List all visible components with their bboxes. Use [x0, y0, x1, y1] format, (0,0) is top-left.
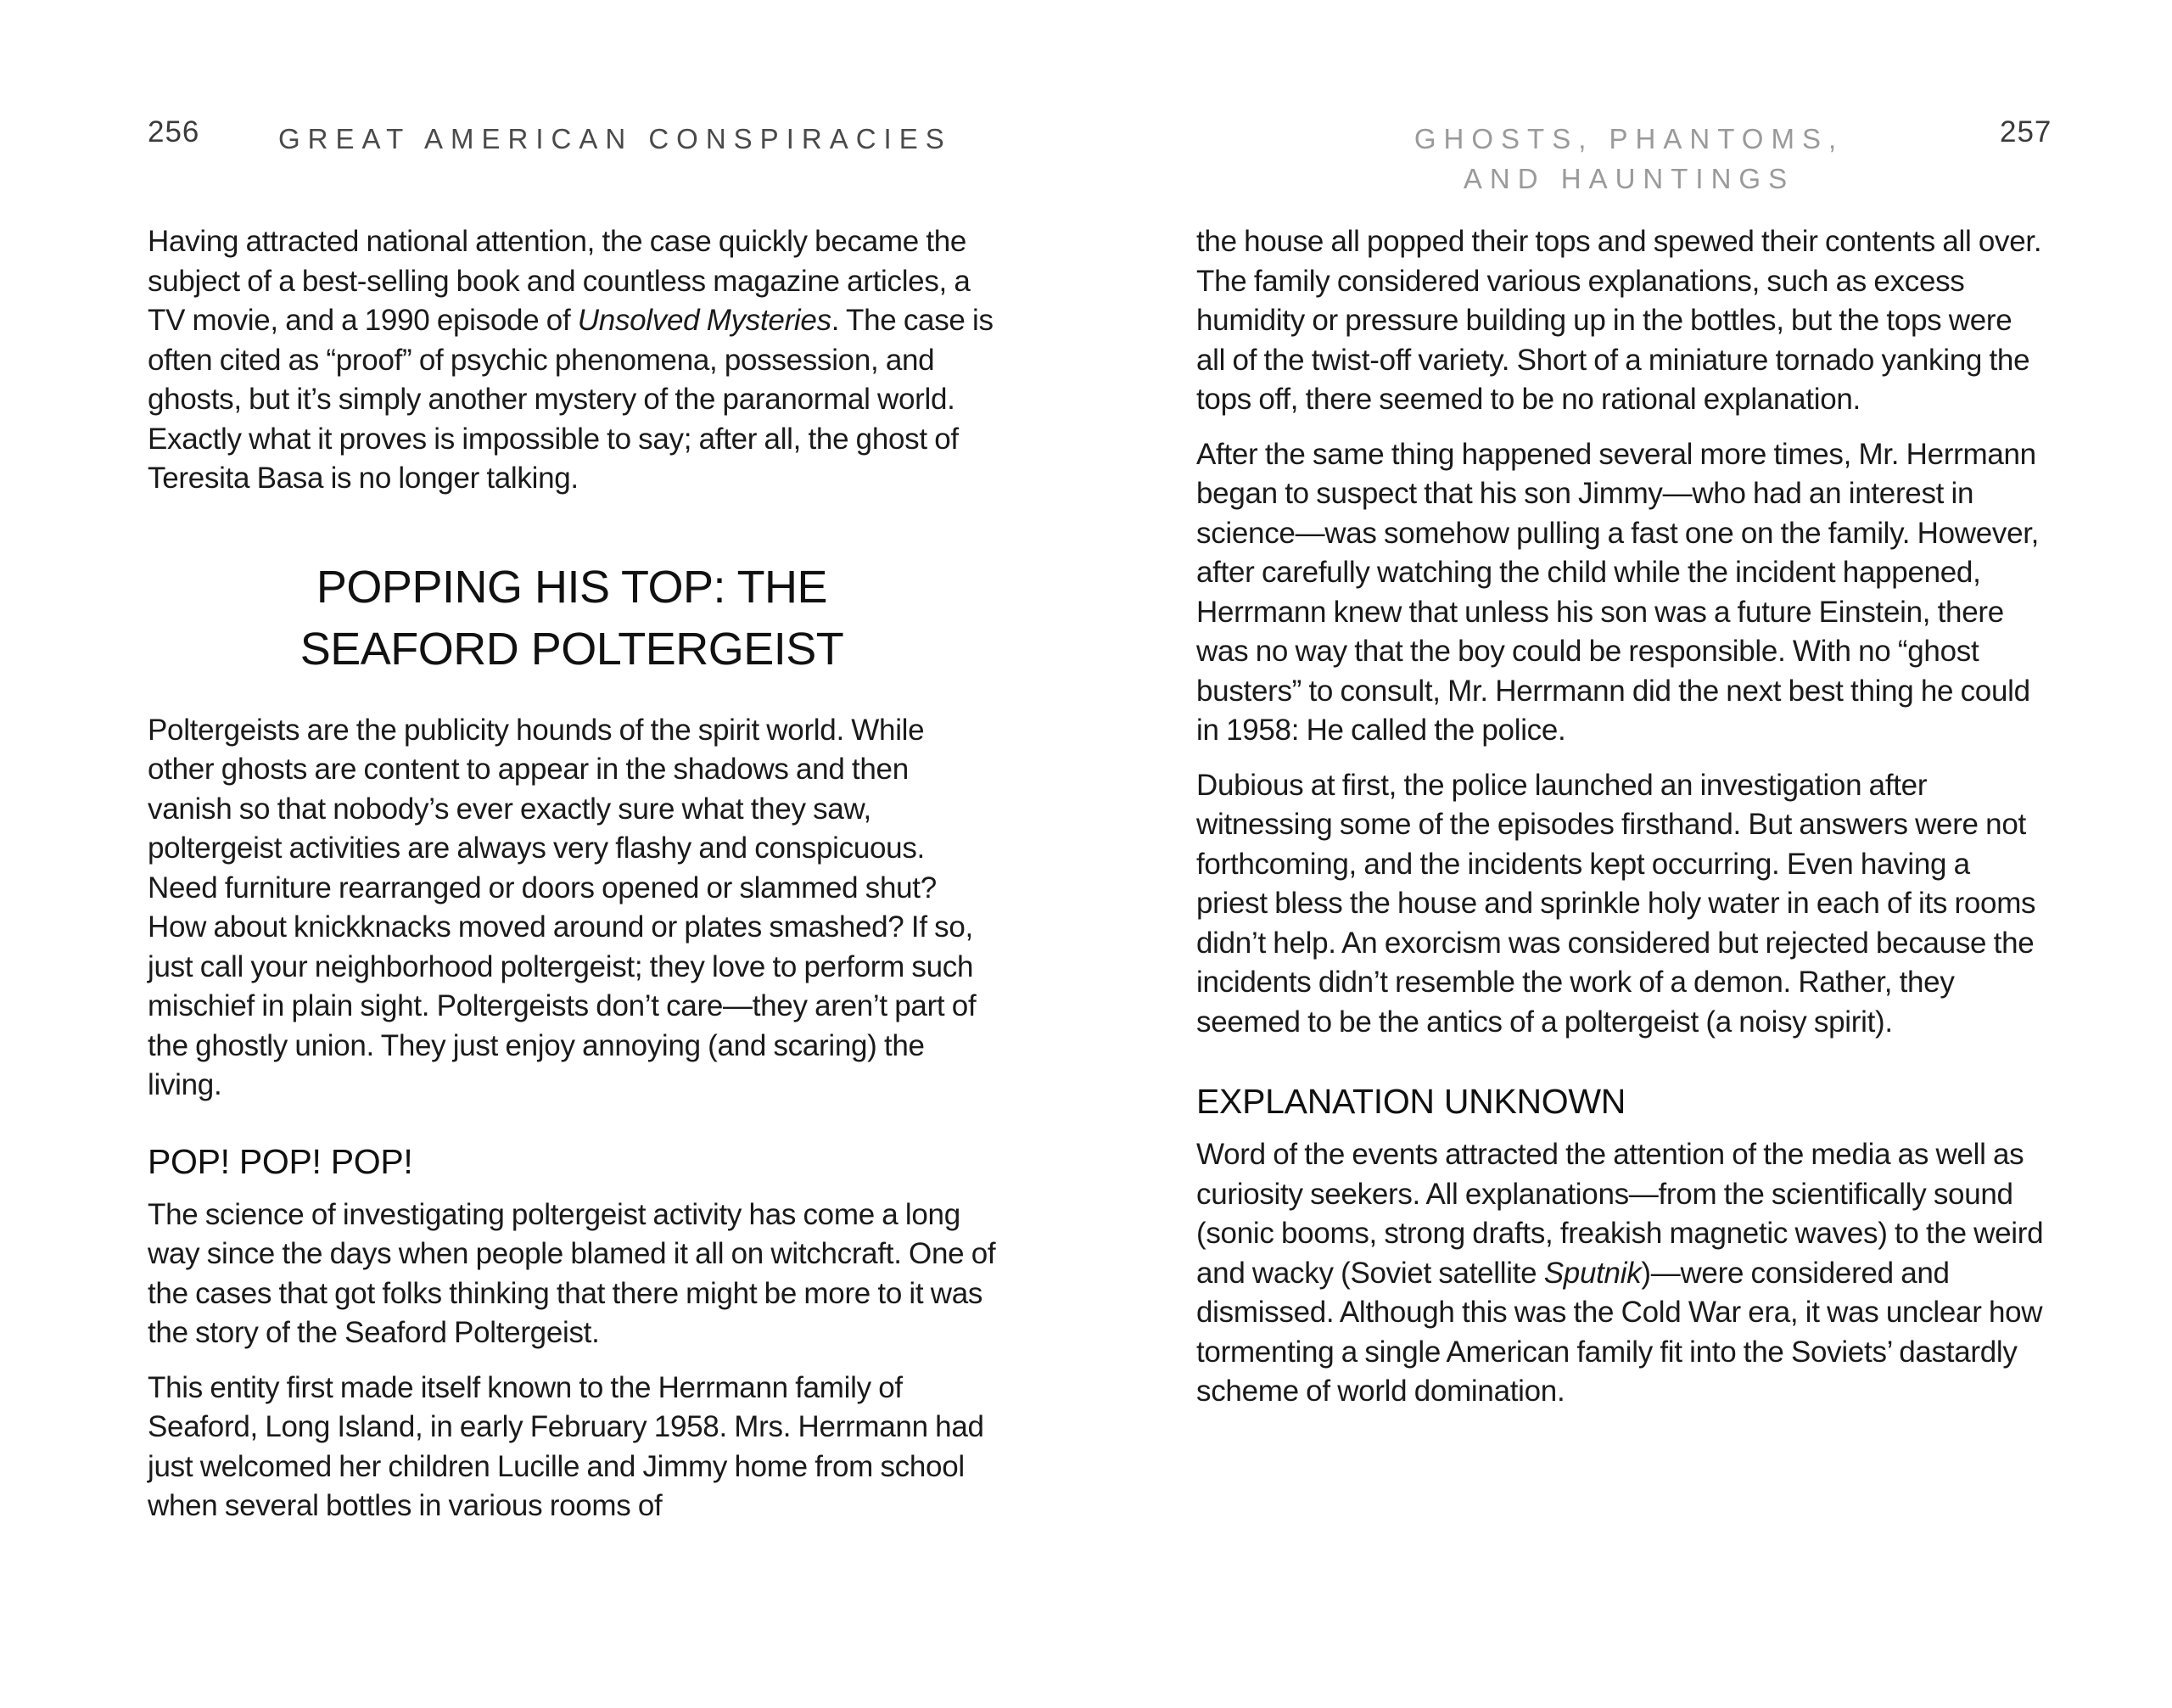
paragraph: the house all popped their tops and spewed their contents all over. The family considered various explanations, such as excess humidity or pressure building up in the bottles, but the tops were all of the twist-off variety. Short of a miniature tornado yanking the tops off, there seemed to be no rational explanation. [1196, 225, 2042, 416]
paragraph: Having attracted national attention, the case quickly became the subject of a best-selling book and countless magazine articles, a TV movie, and a 1990 episode of Unsolved Mysteries. The case is often cited as “proof” of psychic phenomena, possession, and ghosts, but it’s simply another mystery of the paranormal world. Exactly what it proves is impossible to say; after all, the ghost of Teresita Basa is no longer talking. [148, 225, 994, 495]
paragraph: Dubious at first, the police launched an investigation after witnessing some of the episodes firsthand. But answers were not forthcoming, and the incidents kept occurring. Even having a priest bless the house and sprinkle holy water in each of its rooms didn’t help. An exorcism was considered but rejected because the incidents didn’t resemble the work of a demon. Rather, they seemed to be the antics of a poltergeist (a noisy spirit). [1196, 768, 2036, 1039]
left-page-number: 256 [148, 115, 200, 148]
section-title: EXPLANATION UNKNOWN [1196, 1082, 1626, 1121]
left-running-head: GREAT AMERICAN CONSPIRACIES [278, 123, 952, 154]
right-running-head [1374, 119, 1884, 199]
paragraph: This entity first made itself known to the Herrmann family of Seaford, Long Island, in early February 1958. Mrs. Herrmann had just welcomed her children Lucille and Jimmy home from school when several bottles in various rooms of [148, 1370, 984, 1522]
right-running-head-line2: AND HAUNTINGS [1463, 163, 1795, 194]
section-title: POP! POP! POP! [148, 1141, 413, 1181]
chapter-title: POPPING HIS TOP: THE SEAFORD POLTERGEIST [299, 561, 844, 675]
left-column [148, 222, 996, 1542]
right-running-head-line1: GHOSTS, PHANTOMS, [1413, 123, 1845, 154]
paragraph: Poltergeists are the publicity hounds of the spirit world. While other ghosts are content to appear in the shadows and then vanish so that nobody’s ever exactly sure what they saw, poltergeist activities are always very flashy and conspicuous. Need furniture rearranged or doors opened or slammed shut? How about knickknacks moved around or plates smashed? If so, just call your neighborhood poltergeist; they love to perform such mischief in plain sight. Poltergeists don’t care—they aren’t part of the ghostly union. They just enjoy annoying (and scaring) the living. [148, 713, 977, 1101]
right-column [1196, 222, 2045, 1427]
italic-title: Sputnik [1543, 1256, 1642, 1290]
paragraph: Word of the events attracted the attention of the media as well as curiosity seekers. All explanations—from the scientifically sound (sonic booms, strong drafts, freakish magnetic waves) to the weird and wacky (Soviet satellite Sputnik)—were considered and dismissed. Although this was the Cold War era, it was unclear how tormenting a single American family fit into the Soviets’ dastardly scheme of world domination. [1196, 1138, 2044, 1408]
right-page-number: 257 [2000, 115, 2052, 148]
italic-title: Unsolved Mysteries [577, 304, 831, 337]
paragraph: After the same thing happened several more times, Mr. Herrmann began to suspect that his son Jimmy—who had an interest in science—was somehow pulling a fast one on the family. However, after carefully watching the child while the incident happened, Herrmann knew that unless his son was a future Einstein, there was no way that the boy could be responsible. With no “ghost busters” to consult, Mr. Herrmann did the next best thing he could in 1958: He called the police. [1196, 437, 2040, 747]
paragraph: The science of investigating poltergeist activity has come a long way since the days when people blamed it all on witchcraft. One of the cases that got folks thinking that there might be more to it was the story of the Seaford Poltergeist. [148, 1197, 996, 1349]
